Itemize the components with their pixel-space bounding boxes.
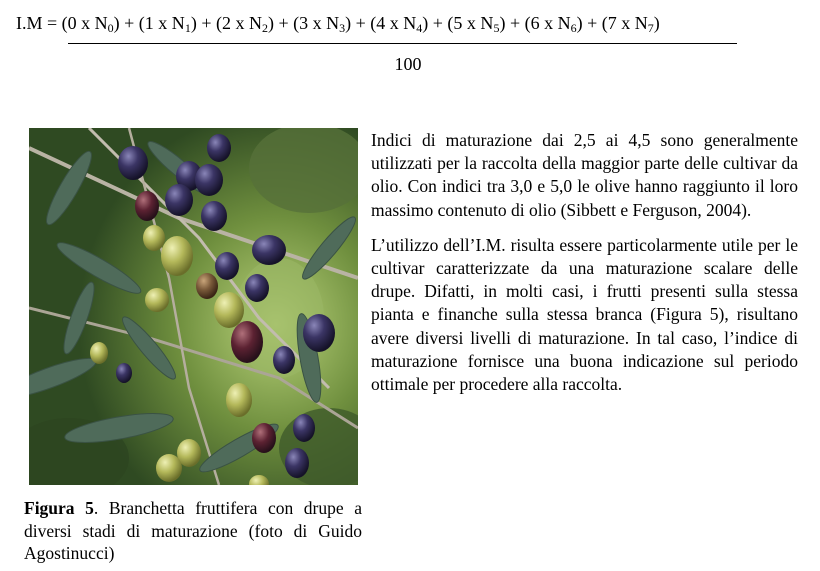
maturity-index-formula xyxy=(16,12,660,34)
formula-term: + (4 x $N_4$) xyxy=(351,13,429,35)
body-text xyxy=(371,129,798,408)
figure-label: Figura 5 xyxy=(24,498,94,518)
fraction-bar xyxy=(68,43,737,44)
formula-term: + (7 x $N_7$) xyxy=(582,13,660,35)
paragraph: L’utilizzo dell’I.M. risulta essere particolarmente utile per le cultivar caratterizzate da una maturazione scalare delle drupe. Difatti, in molti casi, i frutti presenti sulla stessa pianta e finanche sulla stessa branca (Figura 5), risultano avere diversi livelli di maturazione. In tal caso, l’indice di maturazione fornisce una buona indicazione sul periodo ottimale per procedere alla raccolta. xyxy=(371,234,798,395)
formula-term: (0 x $N_0$) xyxy=(61,13,120,35)
formula-lhs: I.M = xyxy=(16,13,62,33)
figure-caption-text: . Branchetta fruttifera con drupe a diversi stadi di maturazione (foto di Guido Agostinucci) xyxy=(24,498,362,563)
formula-term: + (6 x $N_6$) xyxy=(505,13,583,35)
paragraph: Indici di maturazione dai 2,5 ai 4,5 sono generalmente utilizzati per la raccolta della maggior parte delle cultivar da olio. Con indici tra 3,0 e 5,0 le olive hanno raggiunto il loro massimo contenuto di olio (Sibbett e Ferguson, 2004). xyxy=(371,130,798,220)
figure-caption xyxy=(24,497,362,565)
formula-term: + (2 x $N_2$) xyxy=(196,13,274,35)
formula-term: + (5 x $N_5$) xyxy=(428,13,506,35)
olive-branch-photo xyxy=(29,128,358,485)
formula-term: + (1 x $N_1$) xyxy=(119,13,197,35)
formula-term: + (3 x $N_3$) xyxy=(273,13,352,35)
formula-denominator: 100 xyxy=(394,54,422,74)
